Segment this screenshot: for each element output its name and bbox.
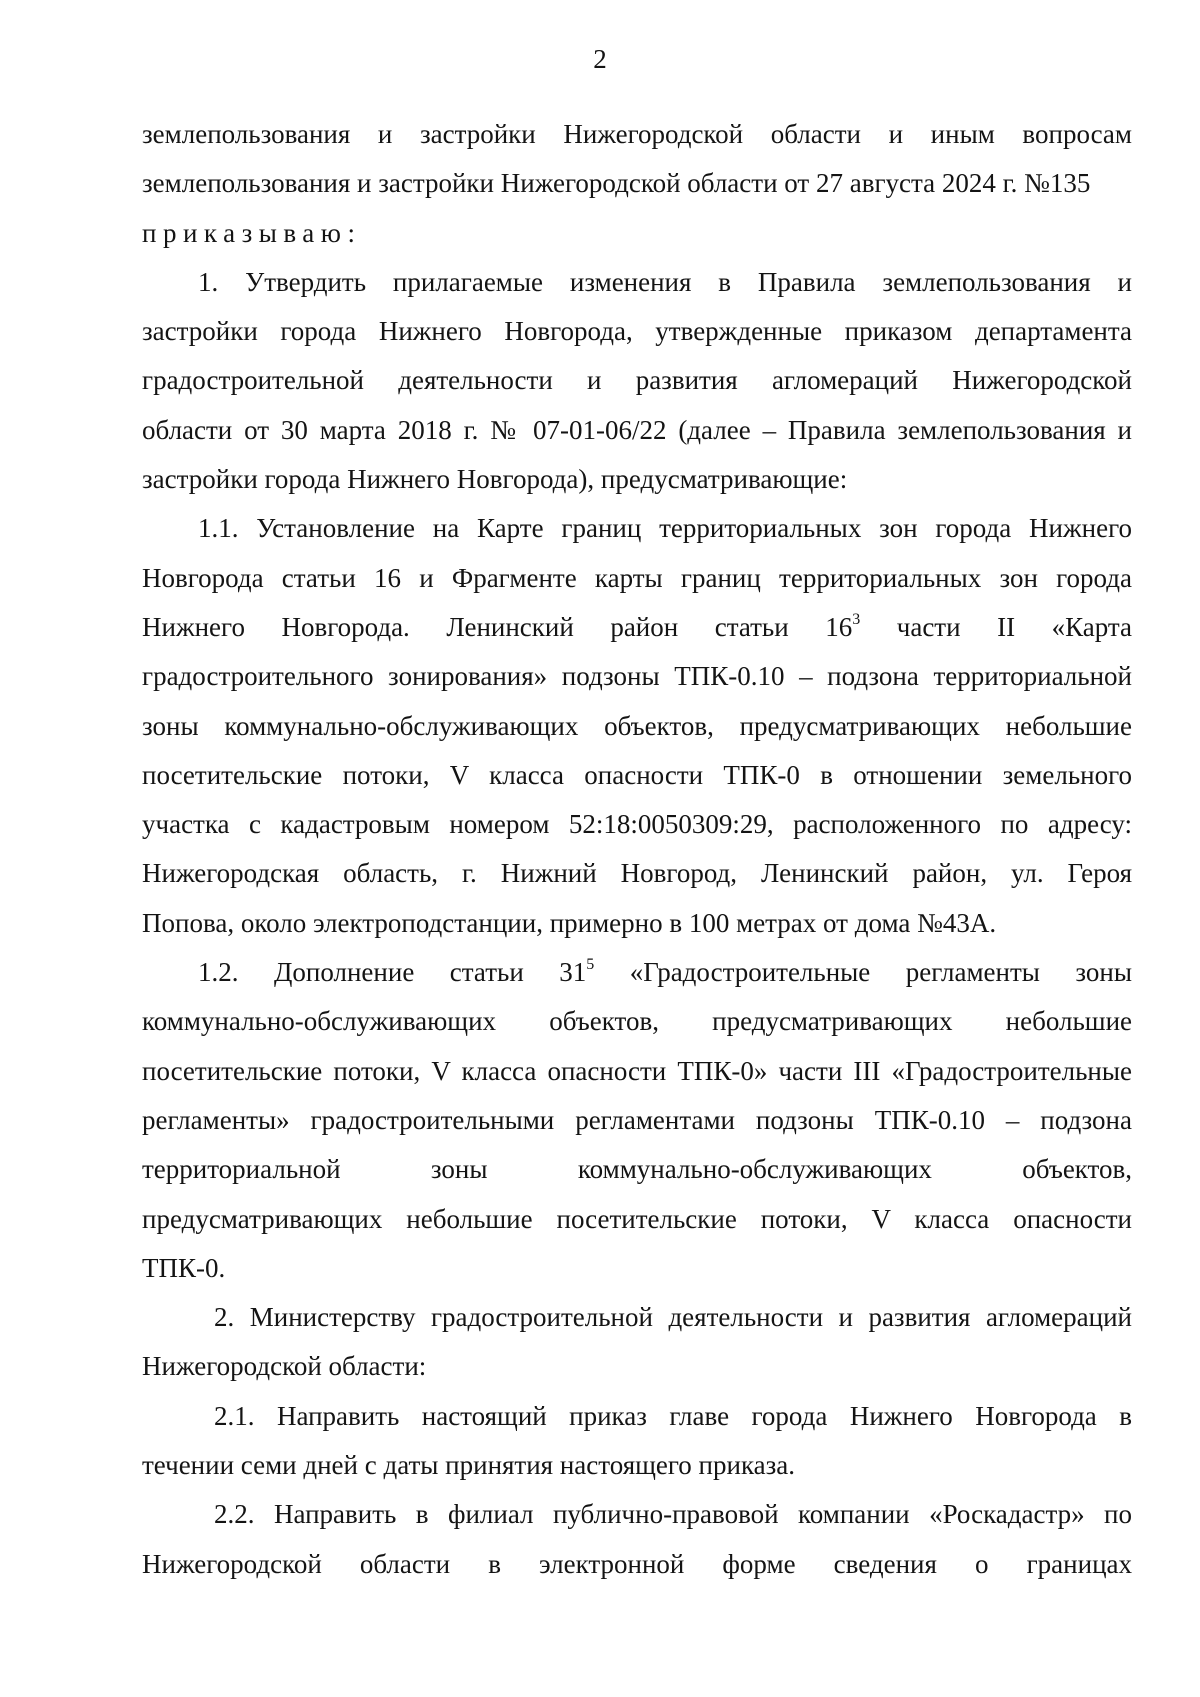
document-body [142, 110, 1132, 1589]
text-line: Новгорода статьи 16 и Фрагменте карты границ территориальных зон города [142, 562, 1132, 593]
text-line: градостроительного зонирования» подзоны ТПК-0.10 – подзона территориальной [142, 661, 1132, 692]
text-line [142, 603, 1132, 652]
text-line: предусматривающих небольшие посетительские потоки, V класса опасности [142, 1203, 1132, 1234]
text-line: течении семи дней с даты принятия настоящего приказа. [142, 1450, 796, 1481]
text-line: посетительские потоки, V класса опасности ТПК-0 в отношении земельного [142, 759, 1132, 790]
text-line: 2.1. Направить настоящий приказ главе города Нижнего Новгорода в [214, 1400, 1132, 1431]
text-line: 1.1. Установление на Карте границ территориальных зон города Нижнего [198, 513, 1132, 544]
text-segment: «Градостроительные регламенты зоны [594, 957, 1132, 988]
order-word: приказываю: [142, 217, 362, 248]
text-line: землепользования и застройки Нижегородской области от 27 августа 2024 г. №135 [142, 168, 1091, 199]
text-line: участка с кадастровым номером 52:18:0050309:29, расположенного по адресу: [142, 809, 1132, 840]
text-line: Нижегородской области в электронной форме сведения о границах [142, 1548, 1132, 1579]
paragraph-order-word [142, 209, 1132, 258]
paragraph-2 [142, 1293, 1132, 1392]
paragraph-intro [142, 110, 1132, 209]
text-line: землепользования и застройки Нижегородской области и иным вопросам [142, 119, 1132, 149]
text-line [142, 948, 1132, 997]
superscript: 3 [852, 610, 861, 628]
text-line: Попова, около электроподстанции, примерно в 100 метрах от дома №43А. [142, 907, 997, 938]
paragraph-1-2 [142, 948, 1132, 1293]
text-line: 1. Утвердить прилагаемые изменения в Правила землепользования и [198, 266, 1132, 297]
text-line: коммунально-обслуживающих объектов, предусматривающих небольшие [142, 1006, 1132, 1037]
text-segment: 1.2. Дополнение статьи 31 [198, 957, 587, 988]
paragraph-2-1 [142, 1392, 1132, 1491]
text-line: застройки города Нижнего Новгорода, утвержденные приказом департамента [142, 316, 1132, 347]
text-line: 2.2. Направить в филиал публично-правовой компании «Роскадастр» по [214, 1499, 1132, 1530]
text-line: области от 30 марта 2018 г. № 07-01-06/22 (далее – Правила землепользования и [142, 414, 1132, 445]
paragraph-1-1 [142, 504, 1132, 948]
text-line: Нижегородская область, г. Нижний Новгород, Ленинский район, ул. Героя [142, 858, 1132, 889]
superscript: 5 [586, 956, 595, 974]
text-line: Нижегородской области: [142, 1351, 427, 1382]
text-segment: Нижнего Новгорода. Ленинский район статьи 16 [142, 611, 853, 642]
text-line: регламенты» градостроительными регламентами подзоны ТПК-0.10 – подзона [142, 1104, 1132, 1135]
text-line: 2. Министерству градостроительной деятельности и развития агломераций [214, 1302, 1132, 1333]
text-line: посетительские потоки, V класса опасности ТПК-0» части III «Градостроительные [142, 1055, 1132, 1086]
paragraph-1 [142, 258, 1132, 504]
text-line: зоны коммунально-обслуживающих объектов, предусматривающих небольшие [142, 710, 1132, 741]
text-line: ТПК-0. [142, 1252, 226, 1283]
text-line: застройки города Нижнего Новгорода), предусматривающие: [142, 464, 848, 495]
page-number: 2 [593, 44, 607, 74]
paragraph-2-2 [142, 1490, 1132, 1589]
text-line: градостроительной деятельности и развития агломераций Нижегородской [142, 365, 1132, 396]
text-line: территориальной зоны коммунально-обслуживающих объектов, [142, 1154, 1132, 1185]
text-segment: части II «Карта [860, 611, 1132, 642]
